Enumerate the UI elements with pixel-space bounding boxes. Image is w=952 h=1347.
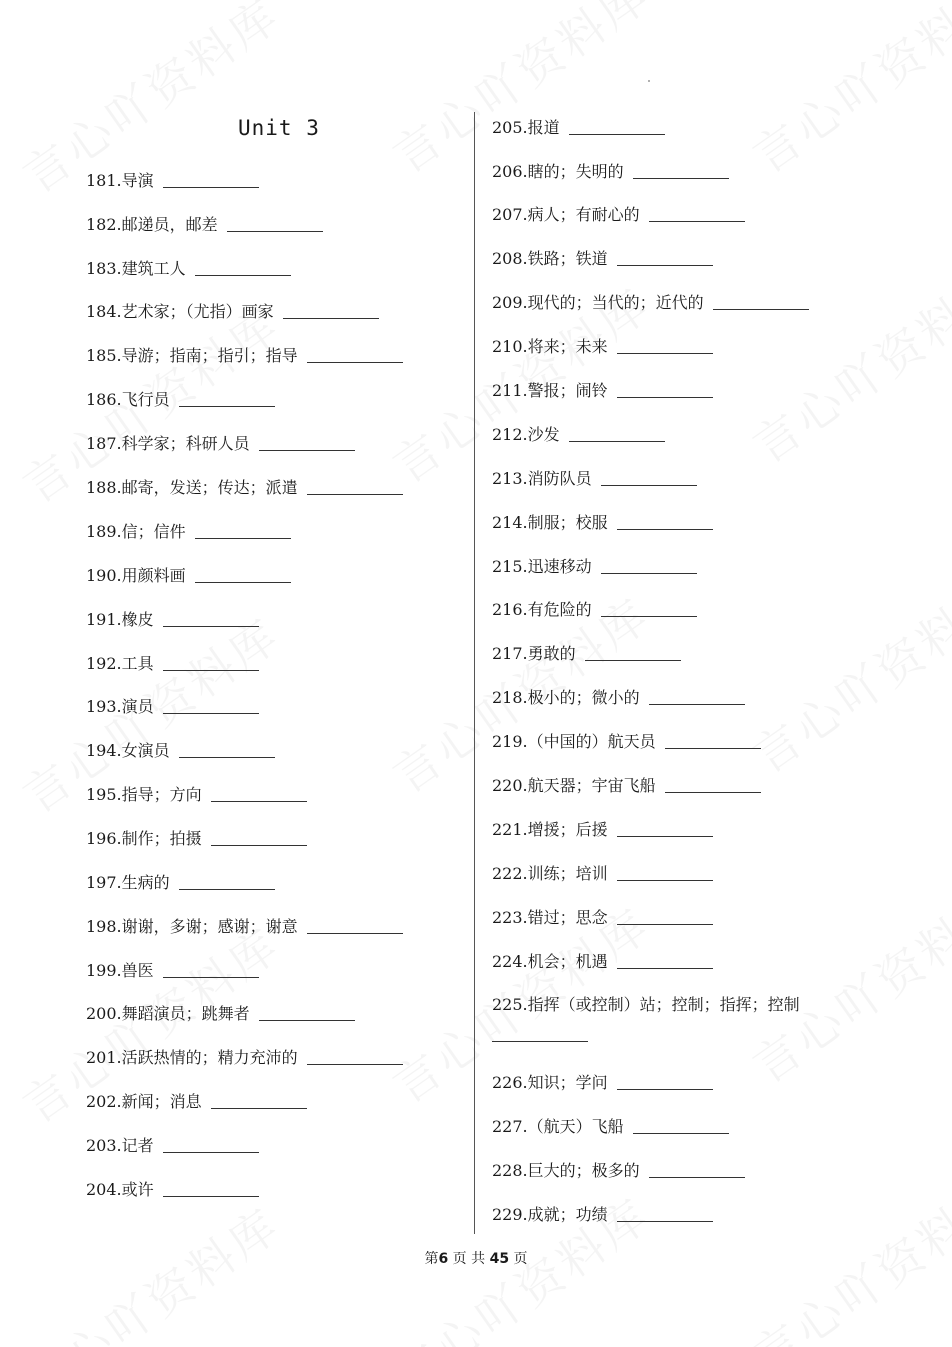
answer-blank[interactable] <box>283 317 379 319</box>
watermark <box>738 870 952 1096</box>
watermark <box>738 250 952 476</box>
total-pages: 45 <box>489 1251 510 1267</box>
answer-blank[interactable] <box>307 932 403 934</box>
answer-blank[interactable] <box>195 537 291 539</box>
vocab-item: 213.消防队员 <box>492 468 697 490</box>
answer-blank[interactable] <box>195 581 291 583</box>
answer-blank[interactable] <box>307 361 403 363</box>
current-page: 6 <box>438 1251 449 1267</box>
vocab-item: 212.沙发 <box>492 424 665 446</box>
answer-blank[interactable] <box>163 712 259 714</box>
vocab-item: 188.邮寄，发送；传达；派遣 <box>86 477 403 499</box>
vocab-item: 206.瞎的；失明的 <box>492 161 729 183</box>
vocab-item: 194.女演员 <box>86 740 275 762</box>
vocab-item: 208.铁路；铁道 <box>492 248 713 270</box>
unit-title: Unit 3 <box>238 116 320 140</box>
watermark <box>738 560 952 786</box>
answer-blank[interactable] <box>649 703 745 705</box>
answer-blank[interactable] <box>601 615 697 617</box>
answer-blank[interactable] <box>617 528 713 530</box>
vocab-item: 181.导演 <box>86 170 259 192</box>
vocab-item: 210.将来；未来 <box>492 336 713 358</box>
vocab-item: 229.成就；功绩 <box>492 1204 713 1226</box>
answer-blank[interactable] <box>617 396 713 398</box>
vocab-item: 182.邮递员，邮差 <box>86 214 323 236</box>
answer-blank[interactable] <box>633 1132 729 1134</box>
vocab-item: 215.迅速移动 <box>492 556 697 578</box>
answer-blank[interactable] <box>601 484 697 486</box>
answer-blank[interactable] <box>617 923 713 925</box>
vocab-item: 193.演员 <box>86 696 259 718</box>
vocab-item: 209.现代的；当代的；近代的 <box>492 292 809 314</box>
vocab-item: 205.报道 <box>492 117 665 139</box>
vocab-item: 227.（航天）飞船 <box>492 1116 729 1138</box>
answer-blank[interactable] <box>179 756 275 758</box>
answer-blank[interactable] <box>617 1088 713 1090</box>
answer-blank[interactable] <box>307 493 403 495</box>
answer-blank[interactable] <box>585 659 681 661</box>
vocab-item: 185.导游；指南；指引；指导 <box>86 345 403 367</box>
vocab-item: 207.病人；有耐心的 <box>492 204 745 226</box>
answer-blank[interactable] <box>633 177 729 179</box>
answer-blank[interactable] <box>163 1195 259 1197</box>
vocab-item: 220.航天器；宇宙飞船 <box>492 775 761 797</box>
answer-blank[interactable] <box>569 133 665 135</box>
vocab-item: 195.指导；方向 <box>86 784 307 806</box>
answer-blank[interactable] <box>259 1019 355 1021</box>
vocab-item: 214.制服；校服 <box>492 512 713 534</box>
answer-blank[interactable] <box>617 264 713 266</box>
answer-blank[interactable] <box>617 352 713 354</box>
vocab-item: 192.工具 <box>86 653 259 675</box>
column-divider <box>474 112 475 1234</box>
vocab-item: 211.警报；闹铃 <box>492 380 713 402</box>
answer-blank[interactable] <box>211 1107 307 1109</box>
vocab-item: 202.新闻；消息 <box>86 1091 307 1113</box>
vocab-item: 226.知识；学问 <box>492 1072 713 1094</box>
vocab-item: 201.活跃热情的；精力充沛的 <box>86 1047 403 1069</box>
answer-blank[interactable] <box>163 669 259 671</box>
vocab-item: 198.谢谢，多谢；感谢；谢意 <box>86 916 403 938</box>
answer-blank[interactable] <box>179 888 275 890</box>
answer-blank[interactable] <box>649 220 745 222</box>
vocab-item: 222.训练；培训 <box>492 863 713 885</box>
answer-blank[interactable] <box>617 967 713 969</box>
answer-blank[interactable] <box>617 879 713 881</box>
vocab-item: 199.兽医 <box>86 960 259 982</box>
answer-blank[interactable] <box>665 791 761 793</box>
vocab-item: 186.飞行员 <box>86 389 275 411</box>
answer-blank[interactable] <box>713 308 809 310</box>
vocab-item: 191.橡皮 <box>86 609 259 631</box>
answer-blank[interactable] <box>617 1220 713 1222</box>
vocab-item: 225.指挥（或控制）站；控制；指挥；控制 <box>492 995 800 1014</box>
answer-blank[interactable] <box>163 186 259 188</box>
watermark <box>378 0 662 186</box>
vocab-item: 221.增援；后援 <box>492 819 713 841</box>
vocab-item: 228.巨大的；极多的 <box>492 1160 745 1182</box>
answer-blank[interactable] <box>307 1063 403 1065</box>
answer-blank[interactable] <box>211 844 307 846</box>
vocab-item: 196.制作；拍摄 <box>86 828 307 850</box>
watermark <box>738 0 952 186</box>
vocab-item: 184.艺术家；（尤指）画家 <box>86 301 379 323</box>
vocab-item: 224.机会；机遇 <box>492 951 713 973</box>
answer-blank[interactable] <box>601 572 697 574</box>
answer-blank[interactable] <box>492 1040 588 1042</box>
answer-blank[interactable] <box>195 274 291 276</box>
answer-blank[interactable] <box>617 835 713 837</box>
answer-blank[interactable] <box>163 976 259 978</box>
vocab-item: 187.科学家；科研人员 <box>86 433 355 455</box>
vocab-item: 197.生病的 <box>86 872 275 894</box>
vocab-item: 183.建筑工人 <box>86 258 291 280</box>
watermark <box>8 1190 292 1347</box>
vocab-item: 190.用颜料画 <box>86 565 291 587</box>
page-footer: 第6 页 共 45 页 <box>424 1251 528 1267</box>
vocab-item: 203.记者 <box>86 1135 259 1157</box>
answer-blank[interactable] <box>179 405 275 407</box>
vocab-item: 189.信；信件 <box>86 521 291 543</box>
vocab-item: 216.有危险的 <box>492 599 697 621</box>
answer-blank[interactable] <box>163 625 259 627</box>
vocab-item: 223.错过；思念 <box>492 907 713 929</box>
stray-dot <box>648 80 650 82</box>
vocab-item: 219.（中国的）航天员 <box>492 731 761 753</box>
answer-blank[interactable] <box>665 747 761 749</box>
answer-blank[interactable] <box>163 1151 259 1153</box>
answer-blank[interactable] <box>649 1176 745 1178</box>
answer-blank[interactable] <box>259 449 355 451</box>
vocab-item: 204.或许 <box>86 1179 259 1201</box>
answer-blank[interactable] <box>227 230 323 232</box>
vocab-item: 200.舞蹈演员；跳舞者 <box>86 1003 355 1025</box>
answer-blank[interactable] <box>569 440 665 442</box>
answer-blank[interactable] <box>211 800 307 802</box>
vocab-item: 217.勇敢的 <box>492 643 681 665</box>
vocab-item: 218.极小的；微小的 <box>492 687 745 709</box>
